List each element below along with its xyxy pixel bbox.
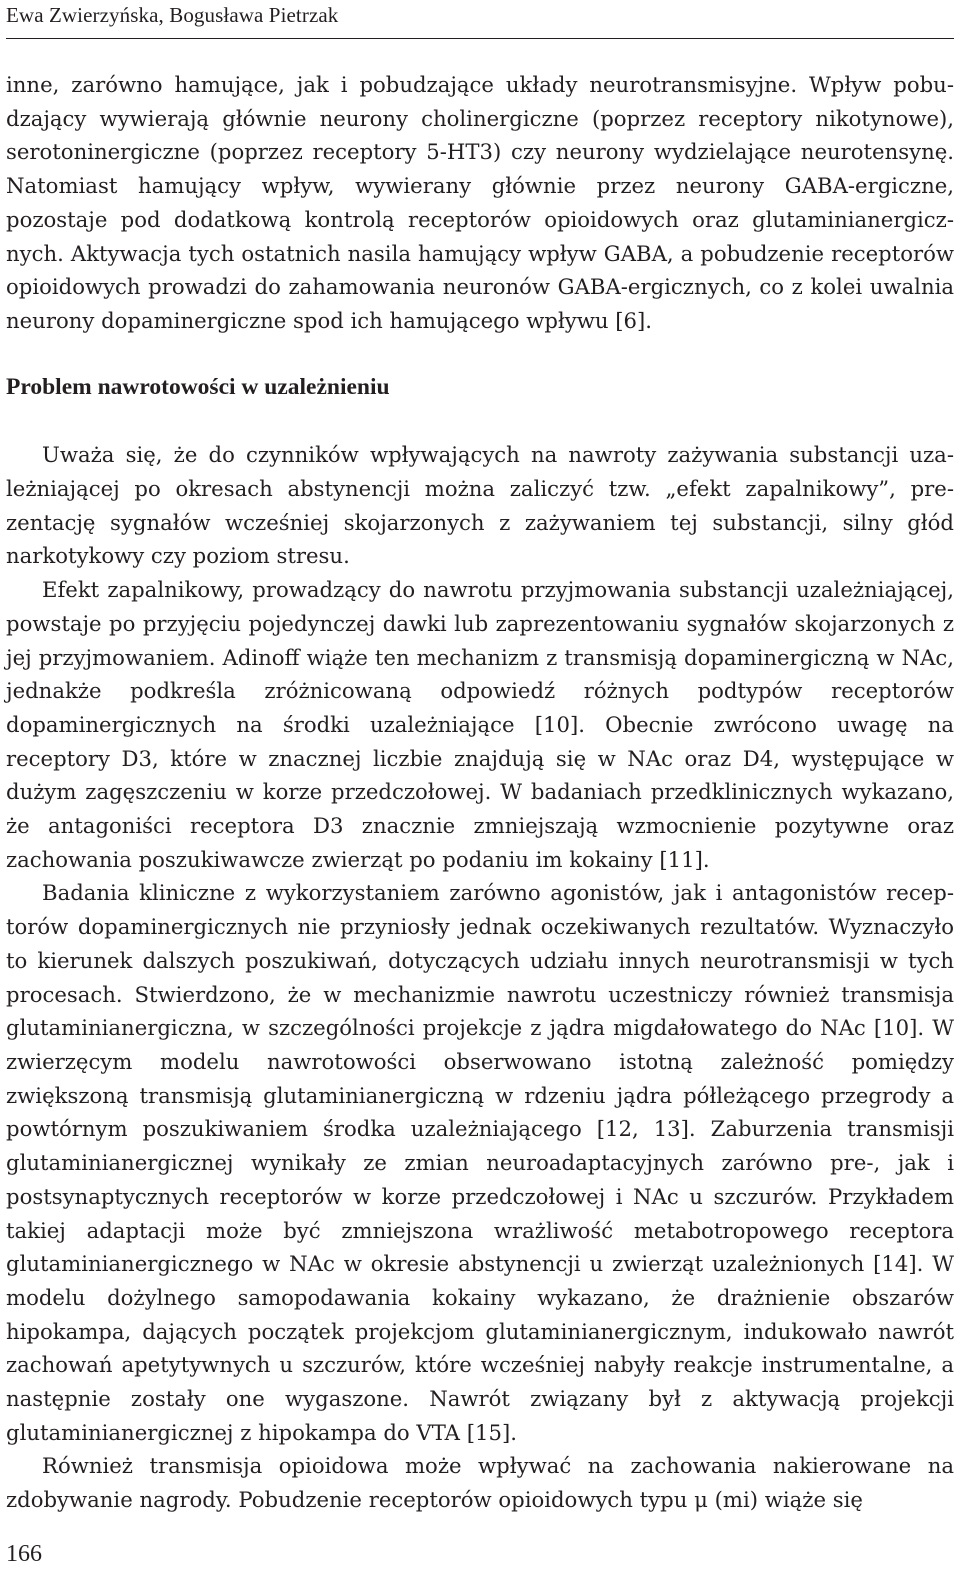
paragraph-3: Efekt zapalnikowy, prowadzący do nawrotu przyjmowania substancji uzależniającej, powstaje po przyjęciu pojedynczej dawki lub zaprezentowaniu sygnałów skojarzonych z jej przyjmowaniem. Adinoff wiąże ten mechanizm z transmisją dopaminergiczną w NAc, jednakże podkreśla zróżnicowaną odpowiedź różnych podtypów receptorów dopaminergicznych na środki uzależniające [10]. Obecnie zwrócono uwagę na receptory D3, które w znacznej liczbie znajdują się w NAc oraz D4, występujące w dużym zagęszczeniu w korze przedczołowej. W badaniach przedklinicznych wykazano, że antagoniści receptora D3 znacznie zmniejszają wzmocnienie pozytywne oraz zachowania poszukiwawcze zwierząt po podaniu im kokainy [11]. [6,577,954,872]
paragraph-1: inne, zarówno hamujące, jak i pobudzające układy neurotransmisyjne. Wpływ pobudzający wywierają głównie neurony cholinergiczne (poprzez receptory nikotynowe), serotoninergiczne (poprzez receptory 5-HT3) czy neurony wydzielające neurotensynę. Natomiast hamujący wpływ, wywierany głównie przez neurony GABA-ergiczne, pozostaje pod dodatkową kontrolą receptorów opioidowych oraz glutaminianergicznych. Aktywacja tych ostatnich nasila hamujący wpływ GABA, a pobudzenie receptorów opioidowych prowadzi do zahamowania neuronów GABA-ergicznych, co z kolei uwalnia neurony dopaminergiczne spod ich hamującego wpływu [6]. [6,72,954,333]
paragraph-2: Uważa się, że do czynników wpływających na nawroty zażywania substancji uzależniającej po okresach abstynencji można zaliczyć tzw. „efekt zapalnikowy”, prezentację sygnałów wcześniej skojarzonych z zażywaniem tej substancji, silny głód narkotykowy czy poziom stresu. [6,442,954,569]
page-number: 166 [6,1541,42,1567]
running-header-authors: Ewa Zwierzyńska, Bogusława Pietrzak [6,3,339,27]
paragraph-4: Badania kliniczne z wykorzystaniem zarówno agonistów, jak i antagonistów receptorów dopaminergicznych nie przyniosły jednak oczekiwanych rezultatów. Wyznaczyło to kierunek dalszych poszukiwań, dotyczących udziału innych neurotransmisji w tych procesach. Stwierdzono, że w mechanizmie nawrotu uczestniczy również transmisja glutaminianergiczna, w szczególności projekcje z jądra migdałowatego do NAc [10]. W zwierzęcym modelu nawrotowości obserwowano istotną zależność pomiędzy zwiększoną transmisją glutaminianergiczną w rdzeniu jądra półleżącego przegrody a powtórnym poszukiwaniem środka uzależniającego [12, 13]. Zaburzenia transmisji glutaminianergicznej wynikały ze zmian neuroadaptacyjnych zarówno pre-, jak i postsynaptycznych receptorów w korze przedczołowej i NAc u szczurów. Przykładem takiej adaptacji może być zmniejszona wrażliwość metabotropowego receptora glutaminianergicznego w NAc w okresie abstynencji u zwierząt uzależnionych [14]. W modelu dożylnego samopodawania kokainy wykazano, że drażnienie obszarów hipokampa, dających początek projekcjom glutaminianergicznym, indukowało nawrót zachowań apetytywnych u szczurów, które wcześniej nabyły reakcje instrumentalne, a następnie zostały one wygaszone. Nawrót związany był z aktywacją projekcji glutaminianergicznej z hipokampa do VTA [15]. [6,880,954,1445]
paragraph-5: Również transmisja opioidowa może wpływać na zachowania nakierowane na zdobywanie nagrody. Pobudzenie receptorów opioidowych typu μ (mi) wiąże się [6,1453,954,1513]
document-page [6,0,954,1576]
body-text [6,68,954,1517]
section-heading: Problem nawrotowości w uzależnieniu [6,373,390,400]
header-rule [6,38,954,39]
